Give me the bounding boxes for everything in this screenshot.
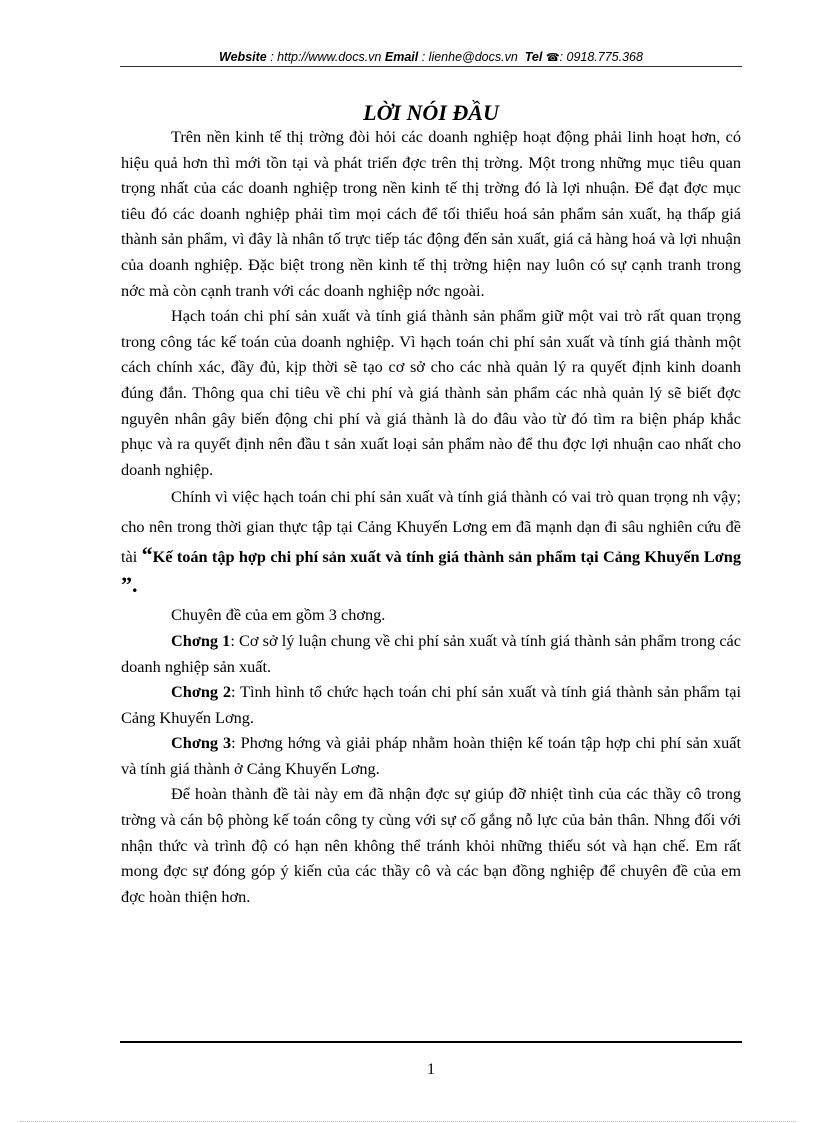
chapter-3-label: Chơng 3: [171, 733, 232, 753]
chapter-1-text: : Cơ sở lý luận chung về chi phí sản xuất và tính giá thành sản phẩm trong các doanh nghiệp sản xuất.: [121, 630, 742, 676]
page-number: 1: [427, 1061, 435, 1078]
close-quote: ”.: [121, 572, 138, 598]
header-divider: [120, 66, 742, 67]
paragraph-intro: Trên nền kinh tế thị trờng đòi hỏi các doanh nghiệp hoạt động phải linh hoạt hơn, có hiệu quả hơn thì mới tồn tại và phát triển đợc trên thị trờng. Một trong những mục tiêu quan trọng nhất của các doanh nghiệp trong nền kinh tế thị trờng đó là lợi nhuận. Để đạt đợc mục tiêu đó các doanh nghiệp phải tìm mọi cách để tối thiểu hoá sản phẩm sản xuất, hạ thấp giá thành sản phẩm, vì đây là nhân tố trực tiếp tác động đến sản xuất, giá cả hàng hoá và lợi nhuận của doanh nghiệp. Đặc biệt trong nền kinh tế thị trờng hiện nay luôn có sự cạnh tranh trong nớc mà còn cạnh tranh với các doanh nghiệp nớc ngoài.: [121, 127, 741, 300]
chapter-3-item: [121, 730, 741, 781]
chapter-1-item: [121, 628, 741, 679]
website-url[interactable]: : http://www.docs.vn: [270, 50, 382, 64]
email-label: Email: [384, 50, 419, 64]
chapter-2-item: [121, 679, 741, 730]
chapter-1-label: Chơng 1: [171, 630, 231, 650]
chapter-3-text: : Phơng hớng và giải pháp nhằm hoàn thiện kế toán tập hợp chi phí sản xuất và tính giá thành ở Cảng Khuyến Lơng.: [121, 733, 741, 778]
paragraph-acknowledgement: Để hoàn thành đề tài này em đã nhận đợc sự giúp đỡ nhiệt tình của các thầy cô trong trờng và cán bộ phòng kế toán công ty cùng với sự cố gắng nỗ lực của bản thân. Nhng đối với nhận thức và trình độ có hạn nên không thể tránh khỏi những thiếu sót và hạn chế. Em rất mong đợc sự đóng góp ý kiến của các thầy cô và các bạn đồng nghiệp để chuyên đề của em đợc hoàn thiện hơn.: [121, 784, 741, 906]
chapter-2-text: : Tình hình tổ chức hạch toán chi phí sản xuất và tính giá thành sản phẩm tại Cảng Khuyến Lơng.: [121, 682, 741, 727]
page-bottom-dotted-line: [20, 1121, 796, 1122]
open-quote: “: [141, 542, 153, 568]
email-address[interactable]: : lienhe@docs.vn: [421, 50, 518, 64]
tel-number: : 0918.775.368: [559, 50, 643, 64]
page-header: [120, 47, 742, 67]
website-label: Website: [219, 50, 267, 64]
paragraph-chapter-count: Chuyên đề của em gồm 3 chơng.: [171, 605, 386, 625]
topic-title: Kế toán tập hợp chi phí sản xuất và tính giá thành sản phẩm tại Cảng Khuyến Lơng: [152, 547, 741, 567]
phone-icon: ☎: [545, 52, 560, 64]
footer-divider: [120, 1041, 742, 1043]
paragraph-importance: Hạch toán chi phí sản xuất và tính giá thành sản phẩm giữ một vai trò rất quan trọng trong công tác kế toán của doanh nghiệp. Vì hạch toán chi phí sản xuất và tính giá thành một cách chính xác, đầy đủ, kịp thời sẽ tạo cơ sở cho các nhà quản lý ra quyết định kinh doanh đúng đắn. Thông qua chỉ tiêu về chi phí và giá thành sản phẩm các nhà quản lý sẽ biết đợc nguyên nhân gây biến động chi phí và giá thành là do đâu vào từ đó tìm ra biện pháp khắc phục và ra quyết định nên đầu t sản xuất loại sản phẩm nào để thu đợc lợi nhuận cao nhất cho doanh nghiệp.: [121, 306, 741, 479]
topic-lead-text: Chính vì việc hạch toán chi phí sản xuất và tính giá thành có vai trò quan trọng nh vậy; cho nên trong thời gian thực tập tại Cảng Khuyến Lơng em đã mạnh dạn đi sâu nghiên cứu đề tài: [121, 487, 741, 567]
document-title: LỜI NÓI ĐẦU: [363, 100, 499, 125]
paragraph-topic: [121, 482, 741, 602]
document-body: [121, 124, 741, 909]
chapter-2-label: Chơng 2: [171, 682, 231, 702]
tel-label: Tel: [524, 50, 543, 64]
